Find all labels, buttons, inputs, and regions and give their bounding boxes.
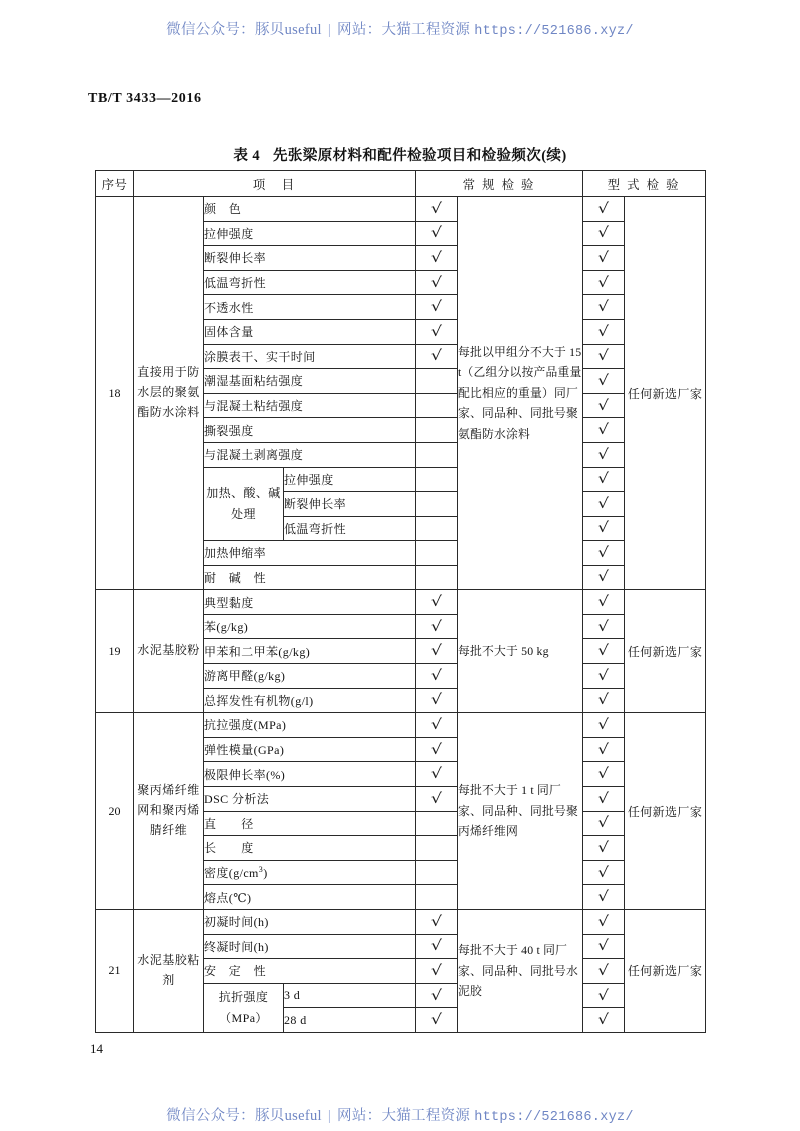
check-icon: √	[430, 987, 443, 1004]
table-caption-title: 先张梁原材料和配件检验项目和检验频次(续)	[273, 148, 567, 164]
check-icon: √	[597, 962, 610, 979]
header-type-inspection: 型 式 检 验	[583, 171, 706, 197]
watermark-wechat-value: 豚贝useful	[254, 1108, 322, 1124]
watermark-wechat-value: 豚贝useful	[254, 22, 322, 38]
item-label: 加热伸缩率	[204, 541, 416, 566]
check-icon: √	[597, 667, 610, 684]
header-no: 序号	[96, 171, 134, 197]
check-icon: √	[597, 938, 610, 955]
check-icon: √	[597, 716, 610, 733]
check-icon: √	[430, 348, 443, 365]
row-sequence-number: 21	[96, 909, 134, 1032]
check-icon: √	[597, 520, 610, 537]
check-icon: √	[597, 594, 610, 611]
item-label: 甲苯和二甲苯(g/kg)	[204, 639, 416, 664]
check-icon: √	[430, 200, 443, 217]
check-icon: √	[597, 913, 610, 930]
check-icon: √	[430, 225, 443, 242]
item-sub-label: 28 d	[284, 1008, 416, 1033]
check-icon: √	[597, 348, 610, 365]
item-label: 典型黏度	[204, 590, 416, 615]
watermark-separator: |	[327, 22, 332, 38]
watermark-site-label: 网站：	[337, 22, 382, 38]
check-icon: √	[597, 422, 610, 439]
check-icon: √	[597, 323, 610, 340]
check-icon: √	[597, 299, 610, 316]
watermark-separator: |	[327, 1108, 332, 1124]
row-material-name: 水泥基胶粉	[134, 590, 204, 713]
item-label: 涂膜表干、实干时间	[204, 344, 416, 369]
check-icon: √	[597, 446, 610, 463]
check-icon: √	[597, 815, 610, 832]
check-icon: √	[597, 274, 610, 291]
check-icon: √	[597, 1012, 610, 1029]
check-icon: √	[430, 766, 443, 783]
check-icon: √	[597, 766, 610, 783]
table-caption	[0, 144, 800, 165]
item-label: 密度$(g/cm^3)$	[204, 860, 416, 885]
type-inspection-value: 任何新选厂家	[625, 590, 706, 713]
check-icon: √	[597, 249, 610, 266]
watermark-site-value: 大猫工程资源	[381, 22, 471, 38]
check-icon: √	[430, 790, 443, 807]
check-icon: √	[430, 274, 443, 291]
header-routine-inspection: 常 规 检 验	[416, 171, 583, 197]
item-label: 终凝时间(h)	[204, 934, 416, 959]
watermark-wechat-label: 微信公众号：	[166, 22, 255, 38]
item-label: 不透水性	[204, 295, 416, 320]
item-label: 直 径	[204, 811, 416, 836]
check-icon: √	[430, 938, 443, 955]
check-icon: √	[597, 839, 610, 856]
check-icon: √	[597, 471, 610, 488]
watermark-bottom	[0, 1104, 800, 1125]
item-label: 潮湿基面粘结强度	[204, 369, 416, 394]
header-item: 项 目	[134, 171, 416, 197]
item-label: 初凝时间(h)	[204, 909, 416, 934]
item-sub-label: 3 d	[284, 983, 416, 1008]
item-label: 与混凝土剥离强度	[204, 442, 416, 467]
check-icon: √	[597, 225, 610, 242]
item-group-label: 加热、酸、碱处理	[204, 467, 284, 541]
check-icon: √	[430, 692, 443, 709]
row-sequence-number: 20	[96, 713, 134, 910]
check-icon: √	[430, 323, 443, 340]
check-icon: √	[597, 495, 610, 512]
item-sub-label: 拉伸强度	[284, 467, 416, 492]
check-icon: √	[597, 544, 610, 561]
item-sub-label: 低温弯折性	[284, 516, 416, 541]
check-icon: √	[597, 692, 610, 709]
item-label: 安 定 性	[204, 959, 416, 984]
inspection-frequency: 每批不大于 40 t 同厂家、同品种、同批号水泥胶	[458, 909, 583, 1032]
row-material-name: 水泥基胶粘剂	[134, 909, 204, 1032]
table-body	[96, 197, 706, 1033]
item-group-label: 抗折强度（MPa）	[204, 983, 284, 1032]
row-material-name: 直接用于防水层的聚氨酯防水涂料	[134, 197, 204, 590]
watermark-top	[0, 18, 800, 39]
type-inspection-value: 任何新选厂家	[625, 197, 706, 590]
row-sequence-number: 19	[96, 590, 134, 713]
item-label: 撕裂强度	[204, 418, 416, 443]
check-icon: √	[430, 741, 443, 758]
item-label: 颜 色	[204, 197, 416, 222]
inspection-table	[95, 170, 706, 1033]
check-icon: √	[430, 1012, 443, 1029]
check-icon: √	[430, 716, 443, 733]
check-icon: √	[597, 790, 610, 807]
table-row	[96, 590, 706, 615]
table-row	[96, 197, 706, 222]
check-icon: √	[430, 962, 443, 979]
table-row	[96, 909, 706, 934]
type-inspection-value: 任何新选厂家	[625, 909, 706, 1032]
item-label: 极限伸长率(%)	[204, 762, 416, 787]
item-label: 弹性模量(GPa)	[204, 737, 416, 762]
row-sequence-number: 18	[96, 197, 134, 590]
inspection-frequency: 每批不大于 50 kg	[458, 590, 583, 713]
check-icon: √	[430, 618, 443, 635]
check-icon: √	[430, 643, 443, 660]
item-label: 断裂伸长率	[204, 246, 416, 271]
item-label: 固体含量	[204, 319, 416, 344]
check-icon: √	[597, 200, 610, 217]
item-sub-label: 断裂伸长率	[284, 492, 416, 517]
page-number: 14	[90, 1041, 103, 1056]
check-icon: √	[597, 889, 610, 906]
table-header-row	[96, 171, 706, 197]
item-label: 耐 碱 性	[204, 565, 416, 590]
inspection-frequency: 每批不大于 1 t 同厂家、同品种、同批号聚丙烯纤维网	[458, 713, 583, 910]
item-label: DSC 分析法	[204, 786, 416, 811]
check-icon: √	[597, 864, 610, 881]
item-label: 抗拉强度(MPa)	[204, 713, 416, 738]
row-material-name: 聚丙烯纤维网和聚丙烯腈纤维	[134, 713, 204, 910]
check-icon: √	[597, 569, 610, 586]
check-icon: √	[597, 372, 610, 389]
check-icon: √	[597, 397, 610, 414]
item-label: 拉伸强度	[204, 221, 416, 246]
check-icon: √	[430, 299, 443, 316]
item-label: 低温弯折性	[204, 270, 416, 295]
inspection-frequency: 每批以甲组分不大于 15 t（乙组分以按产品重量配比相应的重量）同厂家、同品种、同批号聚氨酯防水涂料	[458, 197, 583, 590]
check-icon: √	[430, 913, 443, 930]
watermark-url: https://521686.xyz/	[474, 24, 634, 39]
item-label: 与混凝土粘结强度	[204, 393, 416, 418]
item-label: 苯(g/kg)	[204, 614, 416, 639]
watermark-wechat-label: 微信公众号：	[166, 1108, 255, 1124]
item-label: 长 度	[204, 836, 416, 861]
table-caption-label: 表 4	[233, 148, 260, 164]
watermark-url: https://521686.xyz/	[474, 1110, 634, 1125]
watermark-site-label: 网站：	[337, 1108, 382, 1124]
check-icon: √	[430, 594, 443, 611]
type-inspection-value: 任何新选厂家	[625, 713, 706, 910]
check-icon: √	[597, 741, 610, 758]
table-row	[96, 713, 706, 738]
item-label: 熔点(℃)	[204, 885, 416, 910]
watermark-site-value: 大猫工程资源	[381, 1108, 471, 1124]
check-icon: √	[597, 643, 610, 660]
standard-code: TB/T 3433—2016	[88, 91, 202, 106]
check-icon: √	[597, 618, 610, 635]
item-label: 游离甲醛(g/kg)	[204, 664, 416, 689]
check-icon: √	[430, 249, 443, 266]
item-label: 总挥发性有机物(g/l)	[204, 688, 416, 713]
check-icon: √	[430, 667, 443, 684]
check-icon: √	[597, 987, 610, 1004]
